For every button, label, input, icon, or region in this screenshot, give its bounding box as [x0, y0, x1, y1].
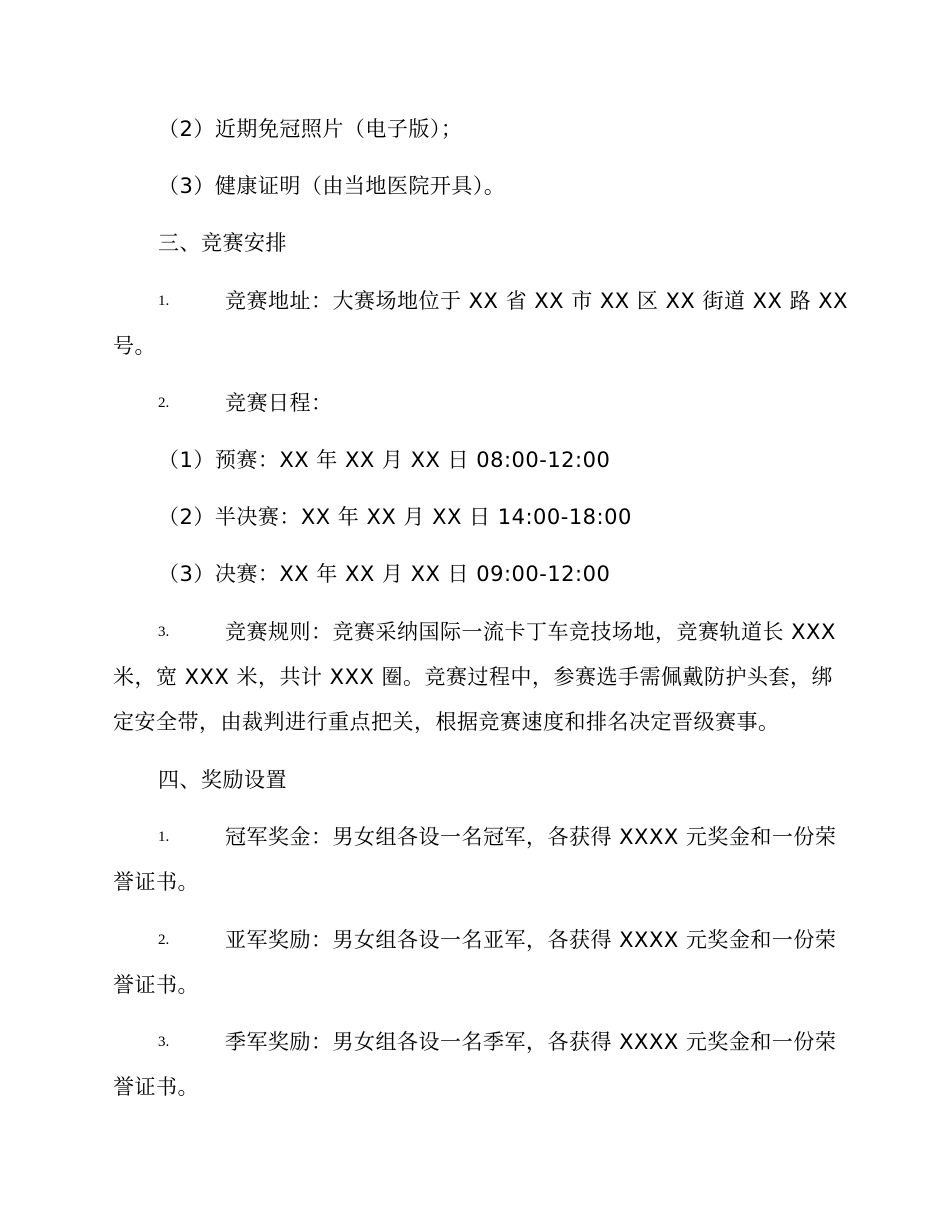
paragraph-runner-up: 亚军奖励：男女组各设一名亚军，各获得 XXXX 元奖金和一份荣	[225, 928, 837, 952]
item-number: 1.	[158, 829, 170, 845]
paragraph-rules-cont: 定安全带，由裁判进行重点把关，根据竞赛速度和排名决定晋级赛事。	[113, 710, 780, 734]
list-item-health-cert: （3）健康证明（由当地医院开具）。	[158, 174, 506, 198]
paragraph-third-place: 季军奖励：男女组各设一名季军，各获得 XXXX 元奖金和一份荣	[225, 1030, 837, 1054]
section-heading-schedule: 三、竞赛安排	[158, 231, 287, 255]
paragraph-runner-up-cont: 誉证书。	[113, 973, 199, 997]
paragraph-schedule: 竞赛日程：	[225, 391, 333, 415]
section-heading-awards: 四、奖励设置	[158, 768, 287, 792]
schedule-item-semifinal: （2）半决赛：XX 年 XX 月 XX 日 14:00-18:00	[158, 505, 632, 529]
paragraph-third-place-cont: 誉证书。	[113, 1075, 199, 1099]
schedule-item-final: （3）决赛：XX 年 XX 月 XX 日 09:00-12:00	[158, 562, 611, 586]
schedule-item-prelim: （1）预赛：XX 年 XX 月 XX 日 08:00-12:00	[158, 448, 611, 472]
list-item-photo: （2）近期免冠照片（电子版）；	[158, 117, 463, 141]
item-number: 3.	[158, 624, 170, 640]
paragraph-address: 竞赛地址：大赛场地位于 XX 省 XX 市 XX 区 XX 街道 XX 路 XX	[225, 289, 849, 313]
item-number: 2.	[158, 932, 170, 948]
paragraph-champion: 冠军奖金：男女组各设一名冠军，各获得 XXXX 元奖金和一份荣	[225, 825, 837, 849]
item-number: 2.	[158, 395, 170, 411]
paragraph-rules: 竞赛规则：竞赛采纳国际一流卡丁车竞技场地，竞赛轨道长 XXX	[225, 620, 836, 644]
item-number: 1.	[158, 293, 170, 309]
paragraph-rules-cont: 米，宽 XXX 米，共计 XXX 圈。竞赛过程中，参赛选手需佩戴防护头套，绑	[113, 665, 834, 689]
item-number: 3.	[158, 1034, 170, 1050]
paragraph-address-cont: 号。	[113, 334, 156, 358]
paragraph-champion-cont: 誉证书。	[113, 870, 199, 894]
